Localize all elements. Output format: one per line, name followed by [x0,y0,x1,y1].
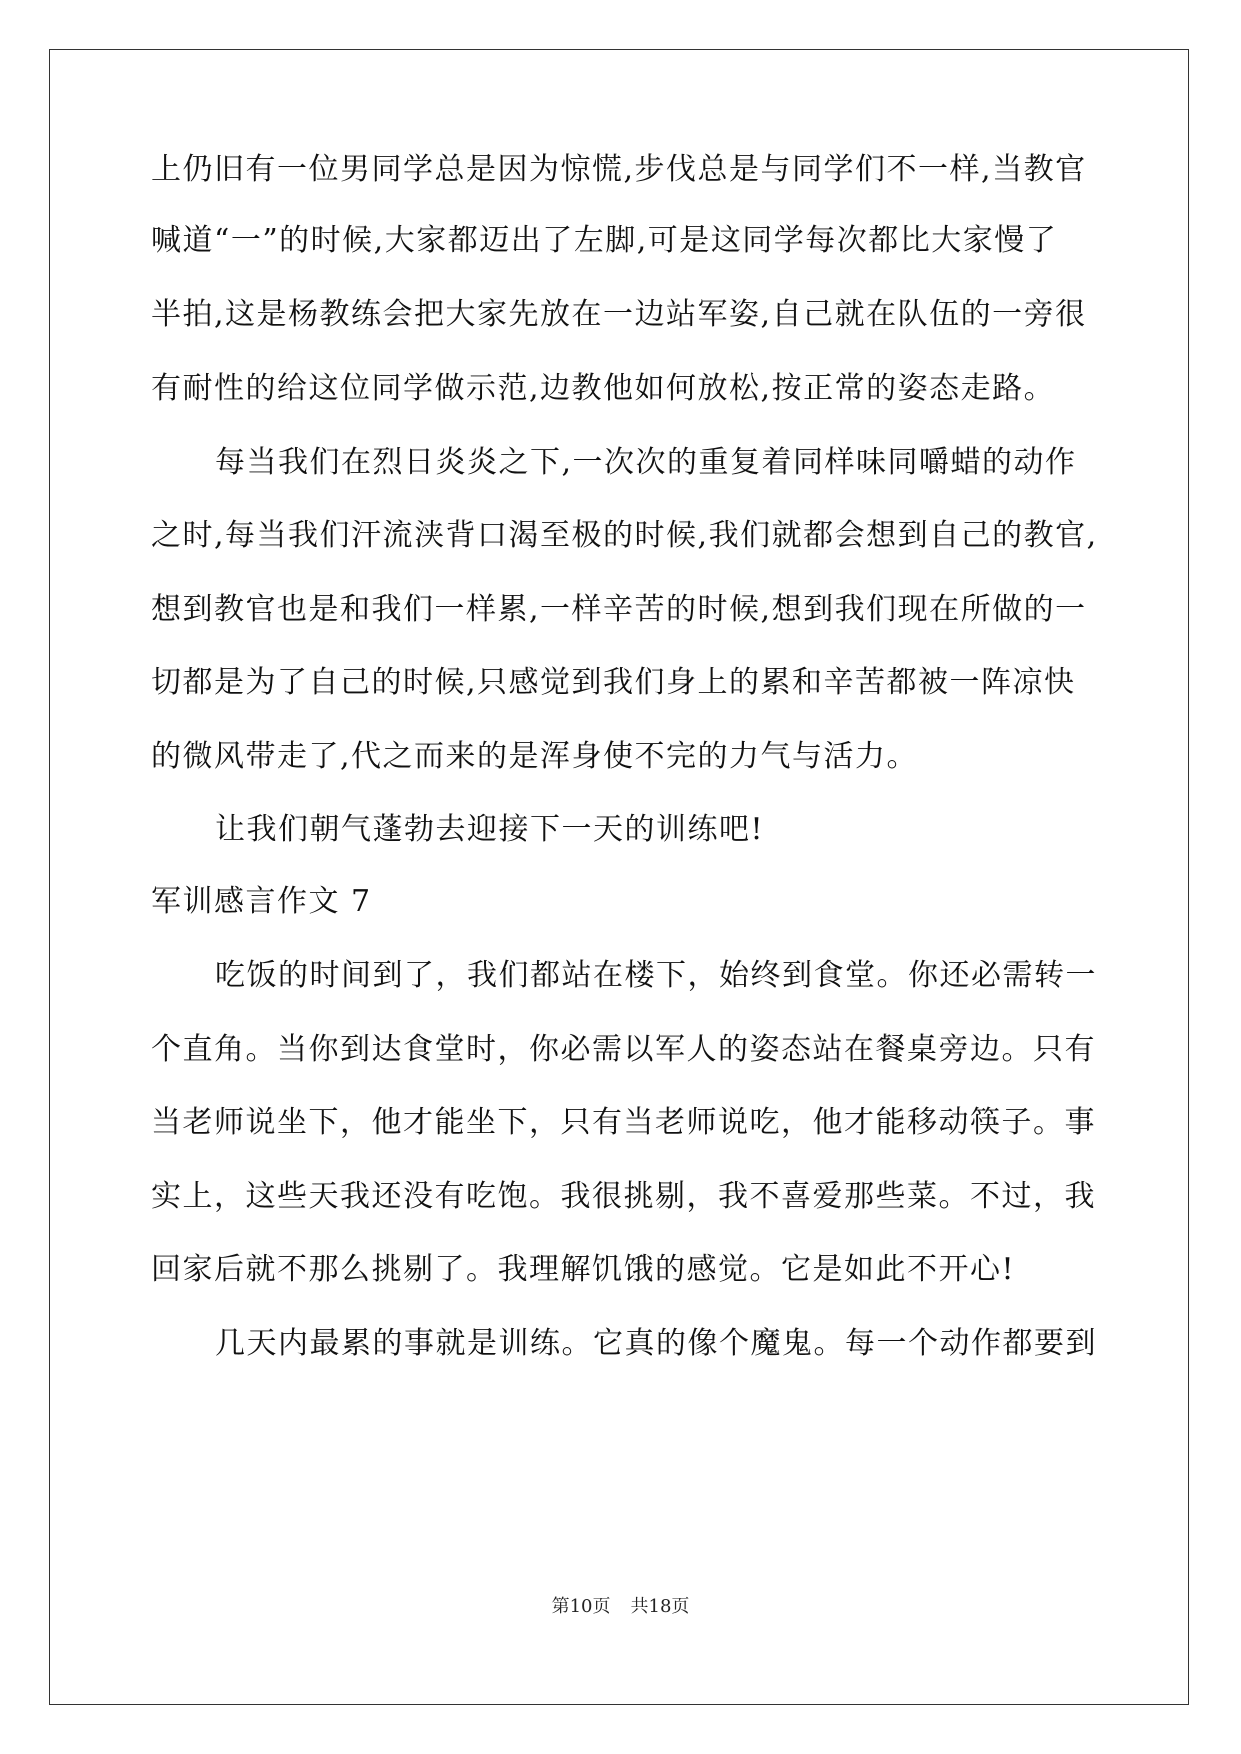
paragraph-line: 回家后就不那么挑剔了。我理解饥饿的感觉。它是如此不开心! [151,1252,1016,1287]
paragraph-line: 有耐性的给这位同学做示范,边教他如何放松,按正常的姿态走路。 [151,371,1056,406]
paragraph-line: 上仍旧有一位男同学总是因为惊慌,步伐总是与同学们不一样,当教官 [151,152,1087,187]
paragraph-line: 让我们朝气蓬勃去迎接下一天的训练吧! [215,812,765,847]
page-number: 第10页 [551,1596,611,1617]
paragraph-line: 切都是为了自己的时候,只感觉到我们身上的累和辛苦都被一阵凉快 [151,665,1076,700]
paragraph-line: 想到教官也是和我们一样累,一样辛苦的时候,想到我们现在所做的一 [151,592,1087,627]
page-total: 共18页 [630,1596,690,1617]
section-heading: 军训感言作文 7 [151,884,372,919]
page-footer [0,1595,1241,1619]
paragraph-line: 喊道“一”的时候,大家都迈出了左脚,可是这同学每次都比大家慢了 [151,223,1058,258]
paragraph-line: 之时,每当我们汗流浃背口渴至极的时候,我们就都会想到自己的教官, [151,518,1098,553]
paragraph-line: 半拍,这是杨教练会把大家先放在一边站军姿,自己就在队伍的一旁很 [151,297,1087,332]
paragraph-line: 吃饭的时间到了，我们都站在楼下，始终到食堂。你还必需转一 [215,958,1097,993]
paragraph-line: 当老师说坐下，他才能坐下，只有当老师说吃，他才能移动筷子。事 [151,1105,1096,1140]
paragraph-line: 每当我们在烈日炎炎之下,一次次的重复着同样味同嚼蜡的动作 [215,445,1077,480]
paragraph-line: 个直角。当你到达食堂时，你必需以军人的姿态站在餐桌旁边。只有 [151,1032,1096,1067]
paragraph-line: 几天内最累的事就是训练。它真的像个魔鬼。每一个动作都要到 [215,1326,1097,1361]
paragraph-line: 实上，这些天我还没有吃饱。我很挑剔，我不喜爱那些菜。不过，我 [151,1179,1096,1214]
paragraph-line: 的微风带走了,代之而来的是浑身使不完的力气与活力。 [151,739,919,774]
